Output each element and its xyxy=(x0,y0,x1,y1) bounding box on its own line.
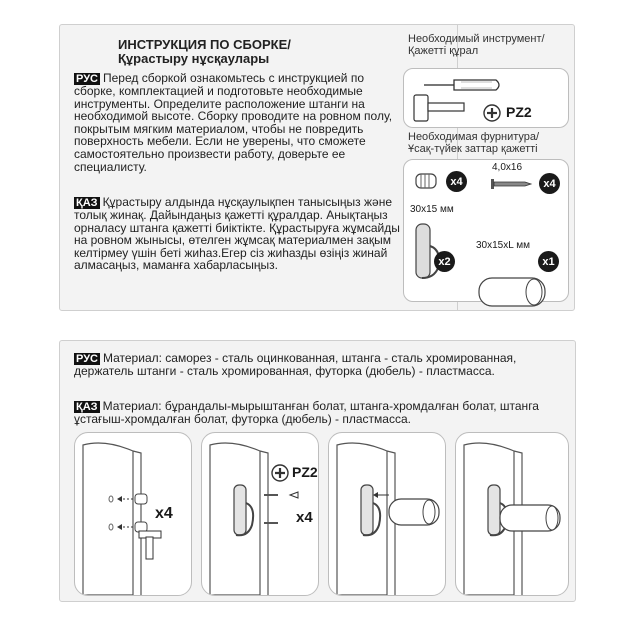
materials-ru xyxy=(74,352,569,378)
instruction-title xyxy=(118,38,291,66)
step-4-panel xyxy=(455,432,569,596)
rod-icon xyxy=(476,275,550,311)
hardware-header-kz: Ұсақ-түйек заттар қажетті xyxy=(408,143,538,155)
tools-box xyxy=(403,68,569,128)
step-3-panel xyxy=(328,432,446,596)
materials-ru-text: Материал: саморез - сталь оцинкованная, штанга - сталь хромированная, держатель штанги - сталь хромированная, футорка (дюбель) - пластмасса. xyxy=(74,351,517,378)
step-2-panel xyxy=(201,432,319,596)
dowel-count-badge: x4 xyxy=(446,171,467,192)
step-1-panel xyxy=(74,432,192,596)
tools-header-kz: Қажетті құрал xyxy=(408,45,479,57)
hammer-icon xyxy=(412,89,472,129)
dowel-icon xyxy=(414,171,444,191)
step-4-illustration xyxy=(456,433,568,595)
wood-screw-icon xyxy=(489,177,533,191)
intro-kz-text: Құрастыру алдында нұсқаулықпен танысыңыз және толық жинақ. Дайындаңыз қажетті құралдар. Анықтаңыз орналасу штанга қажетті биіктікте. Құрастыруға жұмсайды на ровном жынысы, өтелген жұмсақ материалмен зақым келтірмеу үшін беті жиһаз.Егер сіз жиһазды өзіңіз жинай алмасаңыз, маманға хабарласыңыз. xyxy=(74,195,400,273)
intro-kz xyxy=(74,196,404,272)
top-panel xyxy=(59,24,575,311)
bottom-panel xyxy=(59,340,576,602)
rod-size-label: 30x15xL мм xyxy=(476,240,530,251)
step-1-count: x4 xyxy=(155,505,173,522)
materials-kz-text: Материал: бұрандалы-мырыштанған болат, штанга-хромдалған болат, штанга ұстағыш-хромдалған болат, футорка (дюбель) - пластмасса. xyxy=(74,399,539,426)
intro-ru xyxy=(74,72,404,173)
step-2-tool-label: PZ2 xyxy=(292,464,318,480)
tools-header xyxy=(408,33,545,57)
holder-count-badge: x2 xyxy=(434,251,455,272)
title-ru: ИНСТРУКЦИЯ ПО СБОРКЕ/ xyxy=(118,37,291,52)
intro-ru-text: Перед сборкой ознакомьтесь с инструкцией по сборке, комплектацией и подготовьте необходимые инструменты. Определите расположение штанги на необходимой высоте. Сборку проводите на ровном полу, покрытым мягким материалом, чтобы не повредить поверхность мебели. Если не уверены, что сможете самостоятельно произвести работу, доверьте ее специалисту. xyxy=(74,71,393,174)
ru-badge: РУС xyxy=(76,73,98,85)
screwdriver-size-label: PZ2 xyxy=(506,104,532,120)
hardware-box xyxy=(403,159,569,302)
step-2-phillips-icon xyxy=(270,463,290,483)
step-2-count: x4 xyxy=(296,509,313,526)
screw-count-badge: x4 xyxy=(539,173,560,194)
materials-kz xyxy=(74,400,569,426)
kz-badge: ҚАЗ xyxy=(76,197,98,209)
materials-kz-badge: ҚАЗ xyxy=(76,401,98,413)
step-1-illustration xyxy=(75,433,191,595)
hardware-header xyxy=(408,131,539,155)
holder-size-label: 30x15 мм xyxy=(410,204,454,215)
step-3-illustration xyxy=(329,433,445,595)
hardware-header-ru: Необходимая фурнитура/ xyxy=(408,131,540,143)
screw-size-label: 4,0x16 xyxy=(492,162,523,173)
phillips-screw-icon xyxy=(482,103,502,123)
tools-header-ru: Необходимый инструмент/ xyxy=(408,33,545,45)
title-kz: Құрастыру нұсқаулары xyxy=(118,51,270,66)
rod-count-badge: x1 xyxy=(538,251,559,272)
materials-ru-badge: РУС xyxy=(76,353,98,365)
